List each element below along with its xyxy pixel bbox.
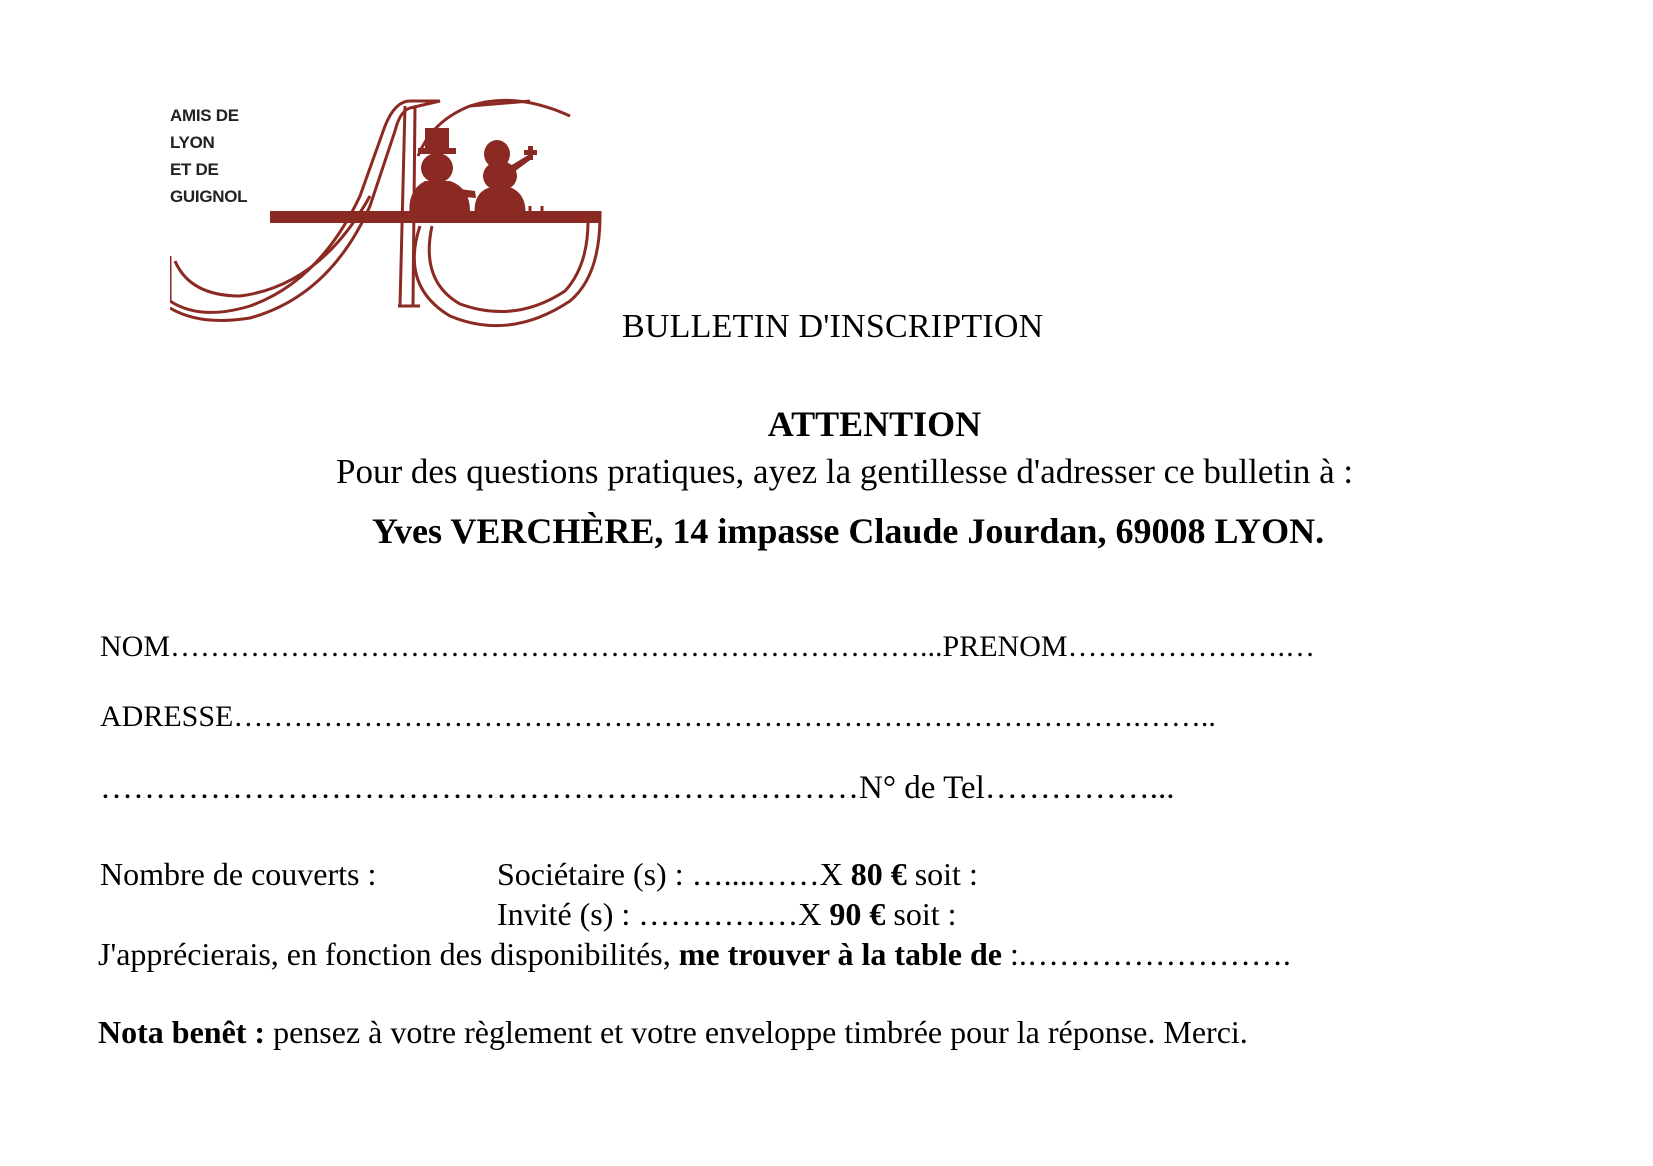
ag-monogram-icon <box>170 96 610 332</box>
nota-label: Nota benêt : <box>98 1014 266 1050</box>
societaire-price: 80 € <box>850 856 907 892</box>
telephone-field: ……………………………………………………………N° de Tel……………... <box>100 770 1175 806</box>
table-preference-line <box>98 936 1291 973</box>
nota-line <box>98 1014 1248 1051</box>
societaire-line <box>497 856 978 893</box>
couverts-label: Nombre de couverts : <box>100 856 377 892</box>
intro-text: Pour des questions pratiques, ayez la gentillesse d'adresser ce bulletin à : <box>336 452 1354 491</box>
table-prefix: J'apprécierais, en fonction des disponibilités, <box>98 936 679 972</box>
form-title: BULLETIN D'INSCRIPTION <box>622 308 1044 345</box>
adresse-field: ADRESSE……………………………………………………………………………….…….. <box>100 700 1216 733</box>
logo-line: GUIGNOL <box>170 187 248 206</box>
table-suffix: :.……………………. <box>1001 936 1291 972</box>
invite-price: 90 € <box>829 896 886 932</box>
societaire-prefix: Sociétaire (s) : …....……X <box>497 856 851 892</box>
table-bold: me trouver à la table de <box>678 936 1002 972</box>
invite-prefix: Invité (s) : ……………X <box>497 896 830 932</box>
attention-heading <box>0 403 1653 445</box>
attention-text: ATTENTION <box>767 404 982 444</box>
mailing-address: Yves VERCHÈRE, 14 impasse Claude Jourdan, 69008 LYON. <box>372 511 1325 551</box>
nota-text: pensez à votre règlement et votre enveloppe timbrée pour la réponse. Merci. <box>265 1014 1248 1050</box>
association-logo <box>170 96 610 332</box>
logo-line: AMIS DE <box>170 106 239 125</box>
nom-prenom-field: NOM…………………………………………………………………...PRENOM………………….… <box>100 630 1316 663</box>
invite-suffix: soit : <box>885 896 957 932</box>
invite-line <box>497 896 957 933</box>
logo-line: LYON <box>170 133 215 152</box>
societaire-suffix: soit : <box>906 856 978 892</box>
logo-line: ET DE <box>170 160 219 179</box>
